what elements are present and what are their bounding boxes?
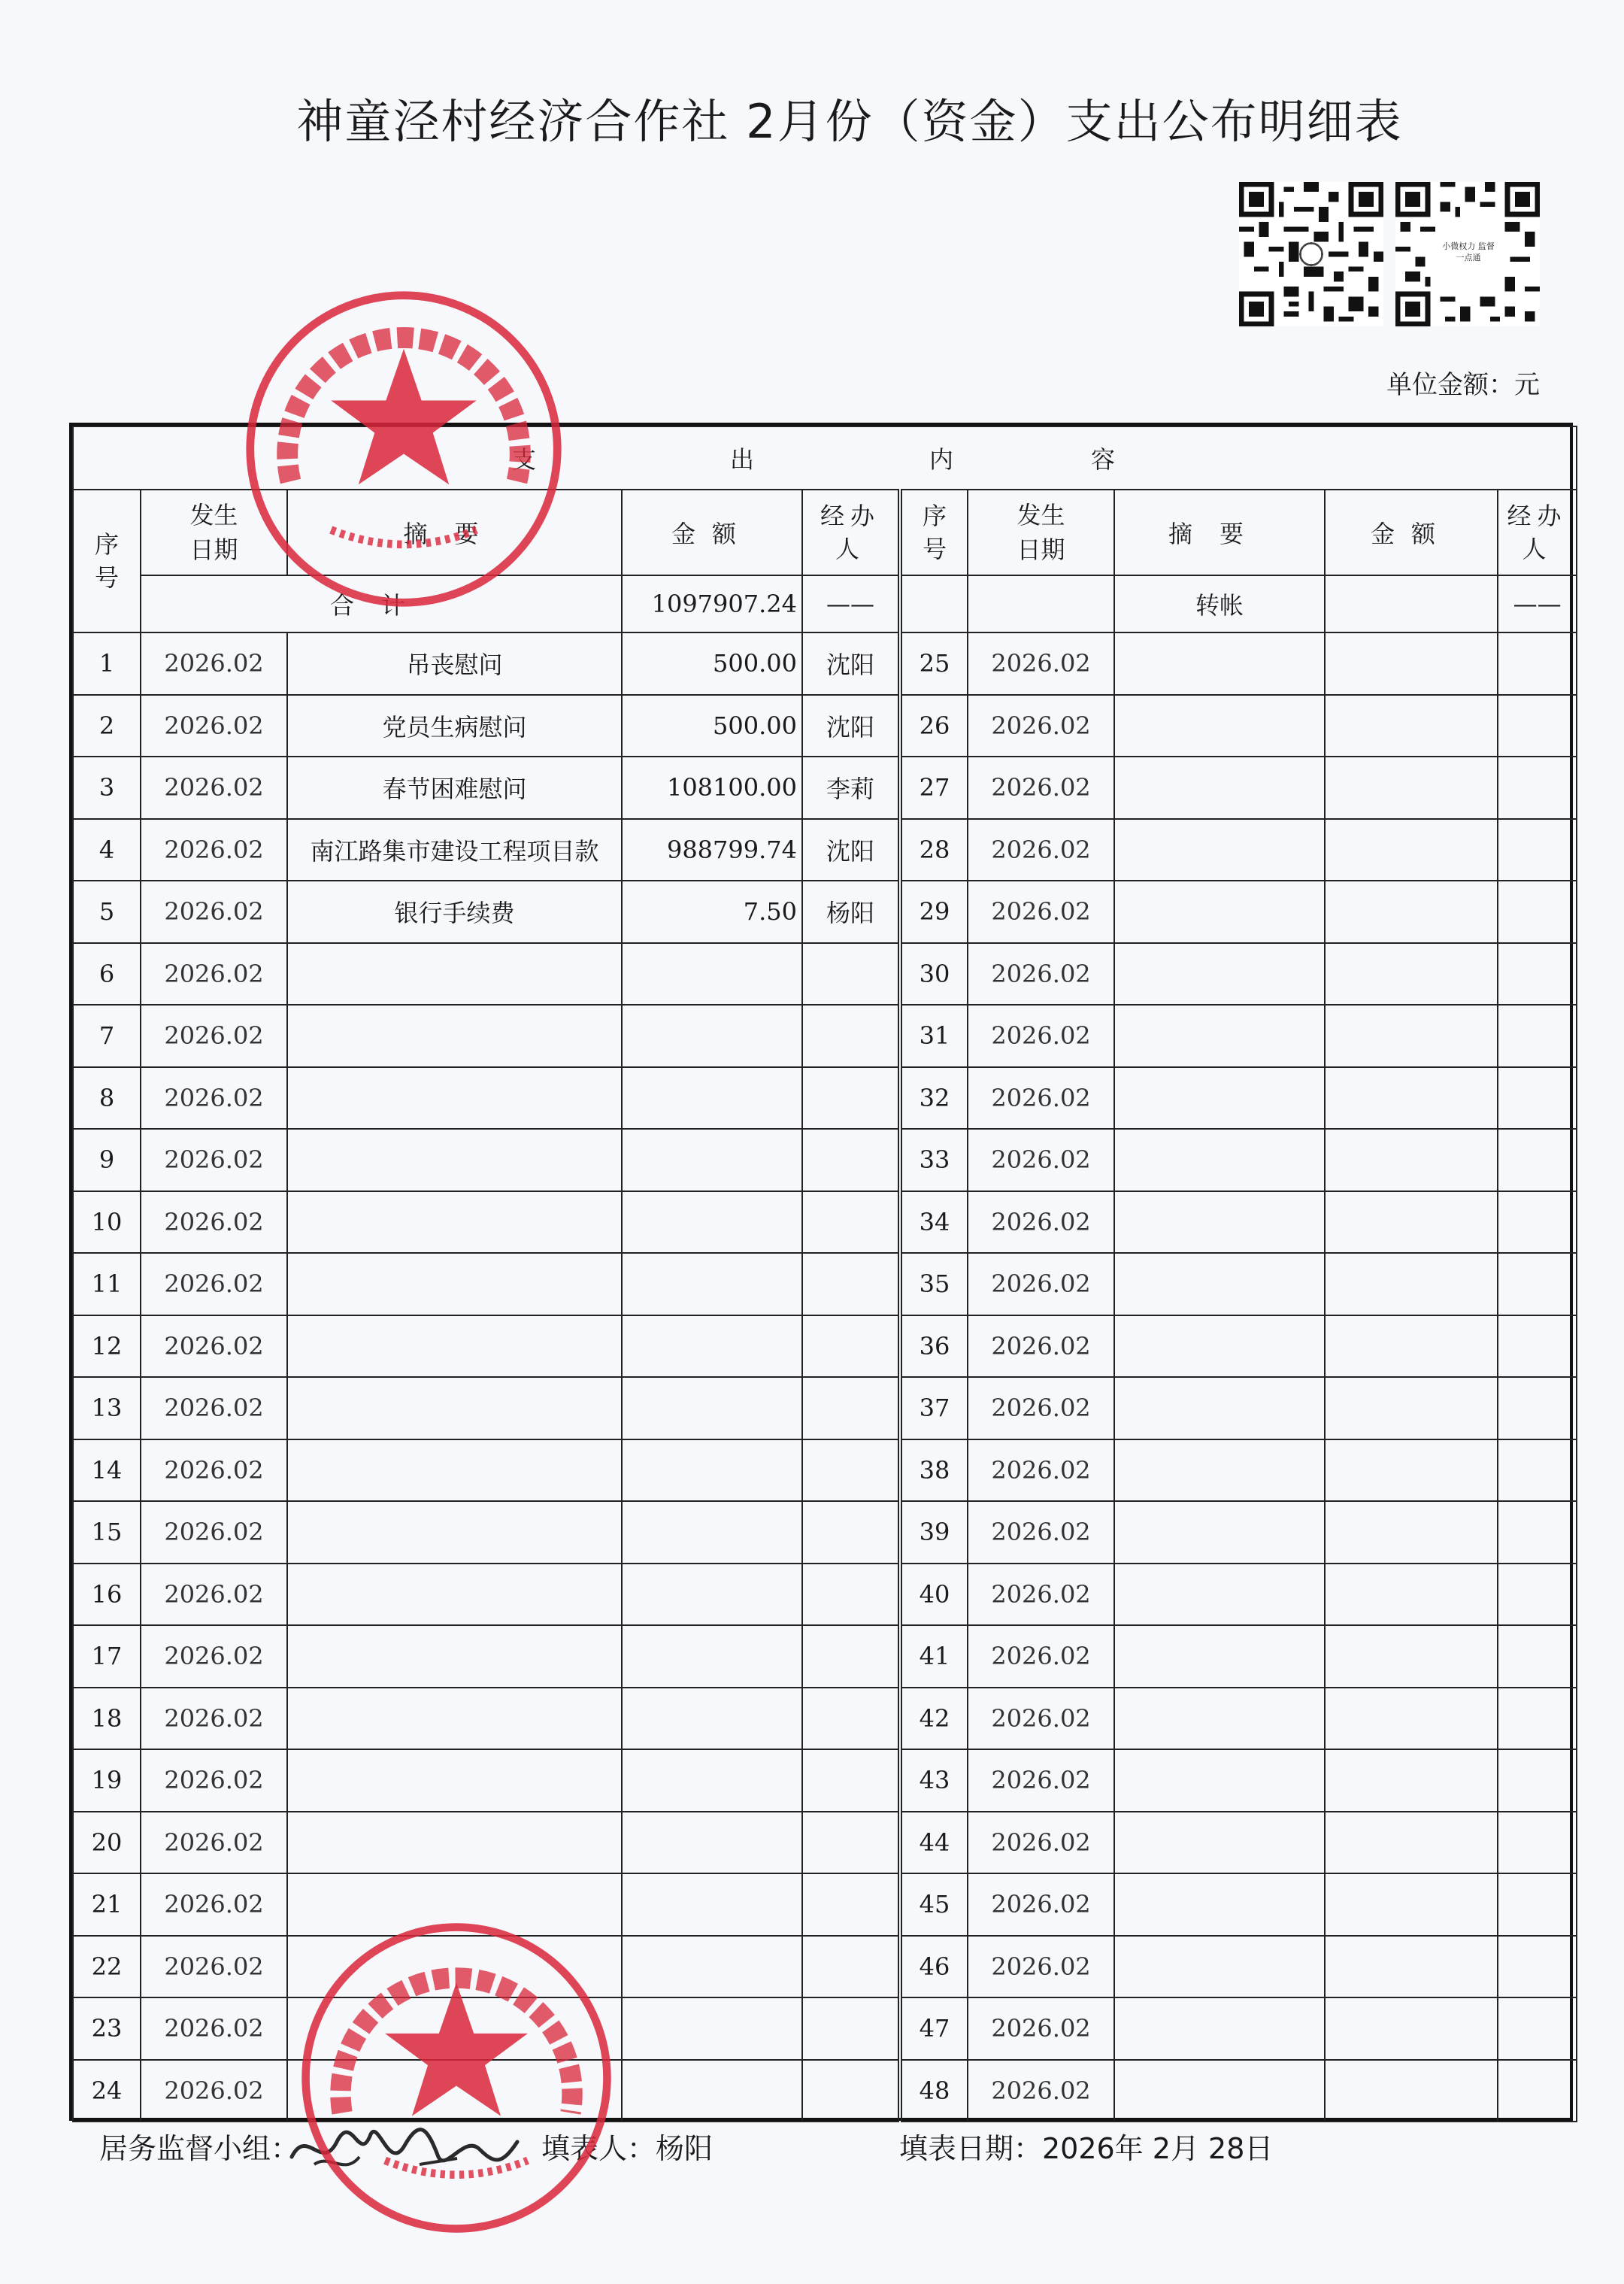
cell-date-right: 2026.02 (968, 695, 1114, 757)
summary-header: 摘要 (287, 490, 622, 575)
cell-handler (802, 1501, 900, 1564)
table-row (73, 1191, 1577, 1254)
cell-summary (287, 1625, 622, 1688)
cell-date: 2026.02 (141, 1377, 287, 1439)
cell-handler (802, 1564, 900, 1626)
right-total-handler: —— (1498, 575, 1577, 632)
cell-amount-right (1325, 1688, 1498, 1750)
cell-seq: 20 (73, 1812, 141, 1874)
cell-date: 2026.02 (141, 1812, 287, 1874)
cell-amount-right (1325, 1997, 1498, 2060)
table-row (73, 2060, 1577, 2122)
cell-seq-right: 28 (900, 819, 968, 881)
cell-summary (287, 1129, 622, 1191)
cell-seq: 6 (73, 943, 141, 1006)
cell-seq: 14 (73, 1439, 141, 1502)
cell-date: 2026.02 (141, 632, 287, 695)
cell-seq-right: 38 (900, 1439, 968, 1502)
cell-amount-right (1325, 1315, 1498, 1378)
cell-amount (622, 1936, 802, 1998)
cell-summary-right (1114, 881, 1325, 943)
table-row (73, 695, 1577, 757)
cell-date-right: 2026.02 (968, 1625, 1114, 1688)
cell-handler-right (1498, 881, 1577, 943)
cell-seq: 16 (73, 1564, 141, 1626)
cell-date: 2026.02 (141, 695, 287, 757)
cell-seq: 10 (73, 1191, 141, 1254)
cell-date-right: 2026.02 (968, 1005, 1114, 1067)
cell-handler-right (1498, 632, 1577, 695)
cell-summary (287, 1501, 622, 1564)
cell-date-right: 2026.02 (968, 1439, 1114, 1502)
cell-date-right: 2026.02 (968, 1191, 1114, 1254)
cell-seq: 12 (73, 1315, 141, 1378)
cell-handler: 杨阳 (802, 881, 900, 943)
cell-seq: 11 (73, 1253, 141, 1315)
cell-amount (622, 1501, 802, 1564)
cell-summary (287, 1812, 622, 1874)
preparer-label: 填表人： (541, 2132, 656, 2165)
cell-date-right: 2026.02 (968, 943, 1114, 1006)
cell-handler (802, 1625, 900, 1688)
cell-summary (287, 1439, 622, 1502)
cell-handler-right (1498, 1812, 1577, 1874)
cell-seq: 17 (73, 1625, 141, 1688)
cell-summary-right (1114, 1253, 1325, 1315)
cell-date-right: 2026.02 (968, 881, 1114, 943)
cell-summary-right (1114, 1812, 1325, 1874)
cell-summary-right (1114, 1625, 1325, 1688)
cell-date: 2026.02 (141, 1129, 287, 1191)
cell-summary (287, 1315, 622, 1378)
cell-amount (622, 1191, 802, 1254)
cell-date: 2026.02 (141, 1067, 287, 1130)
cell-summary-right (1114, 1749, 1325, 1812)
cell-date-right: 2026.02 (968, 1067, 1114, 1130)
cell-amount-right (1325, 1873, 1498, 1936)
cell-date-right: 2026.02 (968, 1997, 1114, 2060)
cell-handler-right (1498, 943, 1577, 1006)
cell-handler (802, 1253, 900, 1315)
cell-summary (287, 2060, 622, 2122)
cell-amount (622, 1688, 802, 1750)
cell-summary (287, 1749, 622, 1812)
cell-amount-right (1325, 1749, 1498, 1812)
cell-seq-right: 43 (900, 1749, 968, 1812)
cell-seq: 24 (73, 2060, 141, 2122)
cell-seq-right: 31 (900, 1005, 968, 1067)
cell-handler-right (1498, 1377, 1577, 1439)
cell-summary-right (1114, 1129, 1325, 1191)
group-header: 支 出 内 容 (73, 426, 1577, 490)
cell-seq-right: 42 (900, 1688, 968, 1750)
total-row (73, 575, 1577, 632)
cell-handler (802, 1067, 900, 1130)
cell-summary-right (1114, 1315, 1325, 1378)
cell-amount (622, 1315, 802, 1378)
cell-amount-right (1325, 1936, 1498, 1998)
cell-amount: 500.00 (622, 632, 802, 695)
cell-handler-right (1498, 1253, 1577, 1315)
cell-seq: 7 (73, 1005, 141, 1067)
cell-date-right: 2026.02 (968, 1129, 1114, 1191)
cell-amount (622, 1997, 802, 2060)
cell-amount: 500.00 (622, 695, 802, 757)
cell-amount-right (1325, 1377, 1498, 1439)
cell-seq: 4 (73, 819, 141, 881)
cell-handler: 沈阳 (802, 695, 900, 757)
table-row (73, 819, 1577, 881)
cell-summary (287, 1688, 622, 1750)
cell-summary (287, 1564, 622, 1626)
cell-seq: 5 (73, 881, 141, 943)
cell-date: 2026.02 (141, 1191, 287, 1254)
cell-handler (802, 1005, 900, 1067)
cell-handler-right (1498, 1625, 1577, 1688)
cell-seq-right: 40 (900, 1564, 968, 1626)
cell-handler-right (1498, 1749, 1577, 1812)
cell-handler-right (1498, 1315, 1577, 1378)
cell-summary: 春节困难慰问 (287, 757, 622, 819)
amount-header: 金额 (622, 490, 802, 575)
cell-seq-right: 44 (900, 1812, 968, 1874)
cell-handler (802, 1191, 900, 1254)
cell-handler (802, 1812, 900, 1874)
cell-seq-right: 39 (900, 1501, 968, 1564)
cell-amount (622, 1439, 802, 1502)
cell-date-right: 2026.02 (968, 1564, 1114, 1626)
cell-handler-right (1498, 1129, 1577, 1191)
cell-summary (287, 1936, 622, 1998)
cell-handler (802, 1129, 900, 1191)
cell-seq: 3 (73, 757, 141, 819)
cell-seq-right: 41 (900, 1625, 968, 1688)
cell-handler (802, 1439, 900, 1502)
total-label: 合计 (141, 575, 622, 632)
cell-handler (802, 1315, 900, 1378)
cell-date: 2026.02 (141, 1501, 287, 1564)
cell-handler-right (1498, 1439, 1577, 1502)
cell-seq: 15 (73, 1501, 141, 1564)
cell-handler (802, 1873, 900, 1936)
cell-amount (622, 2060, 802, 2122)
table-row (73, 1005, 1577, 1067)
cell-handler (802, 1688, 900, 1750)
table-row (73, 1377, 1577, 1439)
cell-seq: 21 (73, 1873, 141, 1936)
cell-date-right: 2026.02 (968, 757, 1114, 819)
cell-amount (622, 1377, 802, 1439)
cell-handler-right (1498, 1997, 1577, 2060)
cell-amount: 7.50 (622, 881, 802, 943)
cell-date-right: 2026.02 (968, 1377, 1114, 1439)
cell-date: 2026.02 (141, 757, 287, 819)
table-row (73, 1812, 1577, 1874)
right-total-summary: 转帐 (1114, 575, 1325, 632)
cell-handler-right (1498, 1936, 1577, 1998)
cell-date: 2026.02 (141, 1253, 287, 1315)
cell-summary (287, 1997, 622, 2060)
cell-amount-right (1325, 1439, 1498, 1502)
cell-date-right: 2026.02 (968, 1501, 1114, 1564)
cell-summary (287, 1873, 622, 1936)
supervisor-label: 居务监督小组： (99, 2132, 300, 2165)
cell-date: 2026.02 (141, 1936, 287, 1998)
cell-summary-right (1114, 1873, 1325, 1936)
cell-summary-right (1114, 1377, 1325, 1439)
cell-summary-right (1114, 695, 1325, 757)
cell-seq-right: 26 (900, 695, 968, 757)
cell-amount-right (1325, 943, 1498, 1006)
cell-date-right: 2026.02 (968, 1688, 1114, 1750)
table-row (73, 943, 1577, 1006)
table-row (73, 1564, 1577, 1626)
expense-table (69, 423, 1573, 2121)
cell-amount-right (1325, 2060, 1498, 2122)
cell-date: 2026.02 (141, 1688, 287, 1750)
cell-date-right: 2026.02 (968, 632, 1114, 695)
cell-date-right: 2026.02 (968, 819, 1114, 881)
cell-summary: 吊丧慰问 (287, 632, 622, 695)
cell-handler (802, 1936, 900, 1998)
preparer-name: 杨阳 (656, 2132, 714, 2165)
cell-amount-right (1325, 1191, 1498, 1254)
cell-summary-right (1114, 1067, 1325, 1130)
qr-caption: 小微权力 监督一点通 (1442, 241, 1495, 262)
cell-summary: 党员生病慰问 (287, 695, 622, 757)
cell-seq: 9 (73, 1129, 141, 1191)
total-handler: —— (802, 575, 900, 632)
page-title: 神童泾村经济合作社 2月份（资金）支出公布明细表 (296, 94, 1403, 149)
cell-handler (802, 1377, 900, 1439)
cell-seq: 22 (73, 1936, 141, 1998)
cell-seq-right: 47 (900, 1997, 968, 2060)
table-row (73, 1439, 1577, 1502)
cell-date: 2026.02 (141, 1005, 287, 1067)
cell-amount (622, 943, 802, 1006)
cell-handler-right (1498, 1005, 1577, 1067)
cell-amount-right (1325, 1067, 1498, 1130)
cell-date: 2026.02 (141, 1315, 287, 1378)
cell-seq-right: 25 (900, 632, 968, 695)
cell-date-right: 2026.02 (968, 1315, 1114, 1378)
cell-summary (287, 943, 622, 1006)
cell-summary-right (1114, 1005, 1325, 1067)
cell-handler-right (1498, 2060, 1577, 2122)
cell-date: 2026.02 (141, 881, 287, 943)
table-row (73, 1067, 1577, 1130)
table-row (73, 757, 1577, 819)
cell-date-right: 2026.02 (968, 1749, 1114, 1812)
cell-seq-right: 32 (900, 1067, 968, 1130)
cell-seq-right: 30 (900, 943, 968, 1006)
cell-handler: 沈阳 (802, 632, 900, 695)
cell-amount (622, 1564, 802, 1626)
cell-handler (802, 943, 900, 1006)
cell-date: 2026.02 (141, 1439, 287, 1502)
cell-amount-right (1325, 695, 1498, 757)
qr-code-icon (1239, 182, 1383, 326)
summary-header-right: 摘要 (1114, 490, 1325, 575)
table-row (73, 1873, 1577, 1936)
cell-seq-right: 34 (900, 1191, 968, 1254)
cell-seq-right: 46 (900, 1936, 968, 1998)
cell-date: 2026.02 (141, 2060, 287, 2122)
cell-summary (287, 1067, 622, 1130)
cell-amount (622, 1625, 802, 1688)
table-row (73, 881, 1577, 943)
cell-date: 2026.02 (141, 943, 287, 1006)
cell-handler-right (1498, 1501, 1577, 1564)
total-amount: 1097907.24 (622, 575, 802, 632)
fill-date: 填表日期：2026年 2月 28日 (899, 2132, 1274, 2165)
cell-summary-right (1114, 1501, 1325, 1564)
table-row (73, 1688, 1577, 1750)
cell-amount-right (1325, 1625, 1498, 1688)
cell-handler-right (1498, 695, 1577, 757)
cell-date: 2026.02 (141, 1997, 287, 2060)
cell-amount-right (1325, 1129, 1498, 1191)
cell-date-right: 2026.02 (968, 2060, 1114, 2122)
cell-seq-right: 29 (900, 881, 968, 943)
cell-handler (802, 1749, 900, 1812)
handler-header: 经办人 (802, 490, 900, 575)
cell-summary-right (1114, 1191, 1325, 1254)
cell-handler: 李莉 (802, 757, 900, 819)
cell-handler: 沈阳 (802, 819, 900, 881)
cell-amount-right (1325, 1812, 1498, 1874)
cell-date-right: 2026.02 (968, 1253, 1114, 1315)
cell-summary (287, 1253, 622, 1315)
cell-seq-right: 37 (900, 1377, 968, 1439)
cell-amount (622, 1067, 802, 1130)
table-row (73, 1501, 1577, 1564)
cell-handler (802, 1997, 900, 2060)
cell-amount (622, 1749, 802, 1812)
cell-handler (802, 2060, 900, 2122)
cell-amount-right (1325, 819, 1498, 881)
table-row (73, 1749, 1577, 1812)
cell-handler-right (1498, 1873, 1577, 1936)
cell-amount: 108100.00 (622, 757, 802, 819)
cell-amount-right (1325, 632, 1498, 695)
cell-amount (622, 1129, 802, 1191)
table-row (73, 1315, 1577, 1378)
cell-handler-right (1498, 1191, 1577, 1254)
cell-seq-right: 36 (900, 1315, 968, 1378)
preparer-signature (541, 2125, 713, 2167)
cell-handler-right (1498, 1688, 1577, 1750)
cell-amount-right (1325, 1005, 1498, 1067)
cell-seq: 2 (73, 695, 141, 757)
unit-label: 单位金额：元 (1386, 370, 1540, 400)
cell-summary-right (1114, 819, 1325, 881)
cell-summary-right (1114, 1564, 1325, 1626)
cell-amount (622, 1253, 802, 1315)
cell-seq: 23 (73, 1997, 141, 2060)
cell-amount-right (1325, 1501, 1498, 1564)
cell-amount (622, 1873, 802, 1936)
table-row (73, 632, 1577, 695)
table-row (73, 1625, 1577, 1688)
cell-handler-right (1498, 819, 1577, 881)
cell-summary (287, 1377, 622, 1439)
cell-date: 2026.02 (141, 1749, 287, 1812)
cell-handler-right (1498, 1564, 1577, 1626)
table-row (73, 1936, 1577, 1998)
cell-seq: 19 (73, 1749, 141, 1812)
date-header: 发生日期 (141, 490, 287, 575)
cell-date-right: 2026.02 (968, 1873, 1114, 1936)
cell-summary-right (1114, 2060, 1325, 2122)
cell-date: 2026.02 (141, 1625, 287, 1688)
cell-handler-right (1498, 1067, 1577, 1130)
cell-amount: 988799.74 (622, 819, 802, 881)
cell-seq-right: 48 (900, 2060, 968, 2122)
handler-header-right: 经办人 (1498, 490, 1577, 575)
cell-seq: 13 (73, 1377, 141, 1439)
cell-handler-right (1498, 757, 1577, 819)
cell-date-right: 2026.02 (968, 1936, 1114, 1998)
cell-summary (287, 1005, 622, 1067)
cell-date: 2026.02 (141, 819, 287, 881)
cell-amount-right (1325, 1564, 1498, 1626)
amount-header-right: 金额 (1325, 490, 1498, 575)
cell-seq: 1 (73, 632, 141, 695)
cell-summary: 银行手续费 (287, 881, 622, 943)
cell-seq: 18 (73, 1688, 141, 1750)
table-row (73, 1129, 1577, 1191)
cell-summary-right (1114, 1439, 1325, 1502)
cell-seq-right: 33 (900, 1129, 968, 1191)
cell-amount-right (1325, 1253, 1498, 1315)
table-row (73, 1997, 1577, 2060)
cell-amount (622, 1005, 802, 1067)
date-header-right: 发生日期 (968, 490, 1114, 575)
qr-code-icon (1395, 182, 1540, 326)
cell-summary (287, 1191, 622, 1254)
cell-date: 2026.02 (141, 1564, 287, 1626)
seq-header-right: 序号 (900, 490, 968, 575)
cell-seq-right: 27 (900, 757, 968, 819)
cell-date: 2026.02 (141, 1873, 287, 1936)
cell-amount-right (1325, 757, 1498, 819)
cell-summary-right (1114, 1997, 1325, 2060)
cell-summary-right (1114, 1936, 1325, 1998)
cell-seq-right: 35 (900, 1253, 968, 1315)
cell-summary: 南江路集市建设工程项目款 (287, 819, 622, 881)
cell-seq: 8 (73, 1067, 141, 1130)
cell-summary-right (1114, 1688, 1325, 1750)
cell-amount (622, 1812, 802, 1874)
cell-summary-right (1114, 632, 1325, 695)
cell-summary-right (1114, 943, 1325, 1006)
cell-amount-right (1325, 881, 1498, 943)
table-row (73, 1253, 1577, 1315)
cell-seq-right: 45 (900, 1873, 968, 1936)
seq-header: 序号 (73, 490, 141, 632)
cell-date-right: 2026.02 (968, 1812, 1114, 1874)
cell-summary-right (1114, 757, 1325, 819)
